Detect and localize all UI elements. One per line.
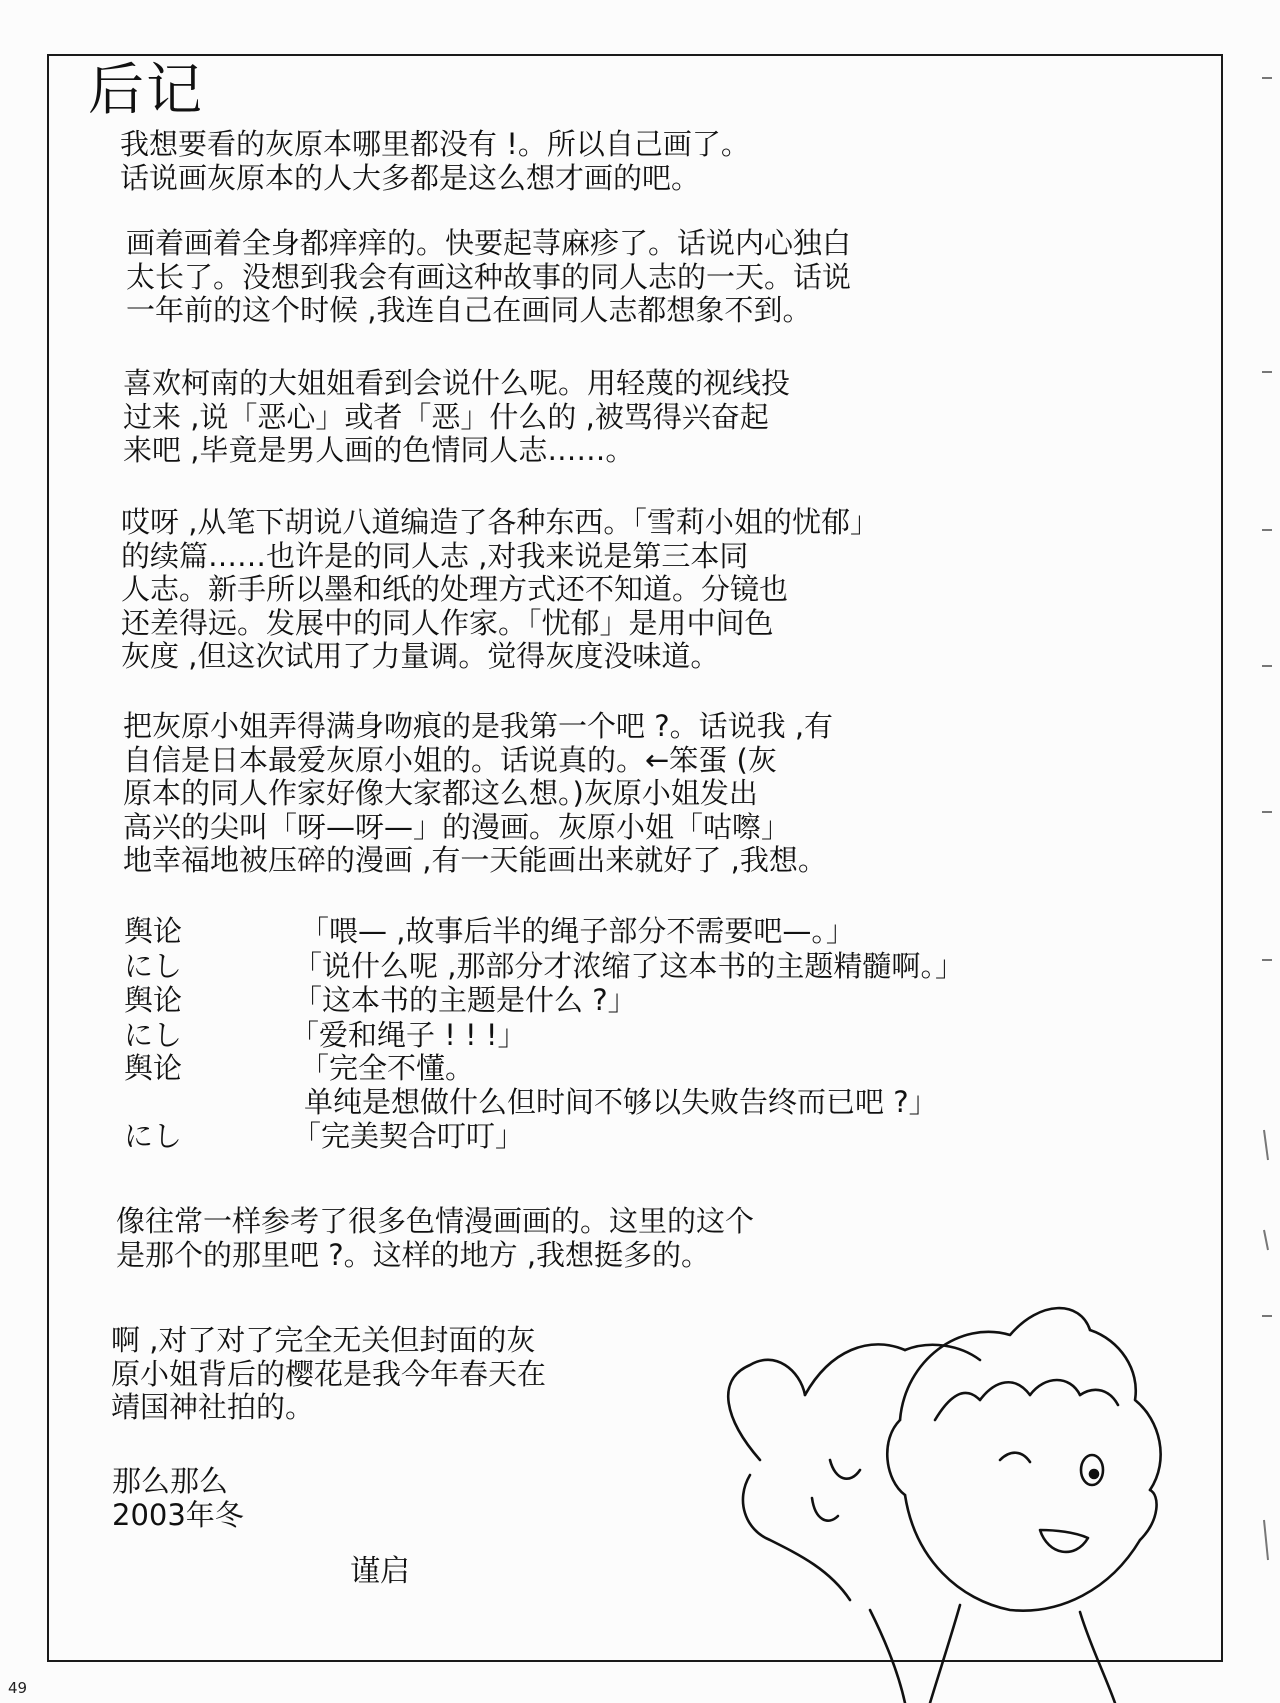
dialogue-speaker: にし xyxy=(124,1018,183,1052)
dialogue-line: 「完美契合叮叮」 xyxy=(292,1119,525,1153)
dialogue-speaker: にし xyxy=(124,1119,183,1153)
dialogue-speaker: 舆论 xyxy=(124,914,183,948)
closing-date: 那么那么 2003年冬 xyxy=(112,1464,244,1532)
scan-edge-marks xyxy=(1250,0,1280,1703)
paragraph-4: 哎呀 ,从笔下胡说八道编造了各种东西。「雪莉小姐的忧郁」 的续篇……也许是的同人志 ,对我来说是第三本同 人志。新手所以墨和纸的处理方式还不知道。分镜也 还差得远。发展中的同人作家。「忧郁」是用中间色 灰度 ,但这次试用了力量调。觉得灰度没味道。 xyxy=(121,505,879,673)
paragraph-1: 我想要看的灰原本哪里都没有 !。所以自己画了。 话说画灰原本的人大多都是这么想才画的吧。 xyxy=(120,127,750,195)
dialogue-line: 「爱和绳子 ! ! !」 xyxy=(290,1018,527,1052)
dialogue-speaker: にし xyxy=(124,949,183,983)
dialogue-line: 单纯是想做什么但时间不够以失败告终而已吧 ?」 xyxy=(304,1085,938,1119)
paragraph-6: 像往常一样参考了很多色情漫画画的。这里的这个 是那个的那里吧 ?。这样的地方 ,我想挺多的。 xyxy=(116,1204,755,1272)
dialogue-speaker: 舆论 xyxy=(124,983,183,1017)
dialogue-line: 「喂— ,故事后半的绳子部分不需要吧—。」 xyxy=(300,914,855,948)
dialogue-line: 「完全不懂。 xyxy=(300,1051,475,1085)
page-number: 49 xyxy=(8,1679,28,1697)
dialogue-speaker: 舆论 xyxy=(124,1051,183,1085)
signature: 谨启 xyxy=(350,1554,410,1589)
paragraph-7: 啊 ,对了对了完全无关但封面的灰 原小姐背后的樱花是我今年春天在 靖国神社拍的。 xyxy=(111,1323,547,1424)
paragraph-5: 把灰原小姐弄得满身吻痕的是我第一个吧 ?。话说我 ,有 自信是日本最爱灰原小姐的。话说真的。←笨蛋 (灰 原本的同人作家好像大家都这么想。)灰原小姐发出 高兴的尖叫「呀—呀—」的漫画。灰原小姐「咕嚓」 地幸福地被压碎的漫画 ,有一天能画出来就好了 ,我想。 xyxy=(123,709,834,877)
dialogue-line: 「说什么呢 ,那部分才浓缩了这本书的主题精髓啊。」 xyxy=(293,949,964,983)
page-title: 后记 xyxy=(88,58,204,123)
paragraph-2: 画着画着全身都痒痒的。快要起荨麻疹了。话说内心独白 太长了。没想到我会有画这种故事的同人志的一天。话说 一年前的这个时候 ,我连自己在画同人志都想象不到。 xyxy=(126,226,852,327)
paragraph-3: 喜欢柯南的大姐姐看到会说什么呢。用轻蔑的视线投 过来 ,说「恶心」或者「恶」什么的 ,被骂得兴奋起 来吧 ,毕竟是男人画的色情同人志……。 xyxy=(123,366,791,467)
dialogue-line: 「这本书的主题是什么 ?」 xyxy=(293,983,637,1017)
